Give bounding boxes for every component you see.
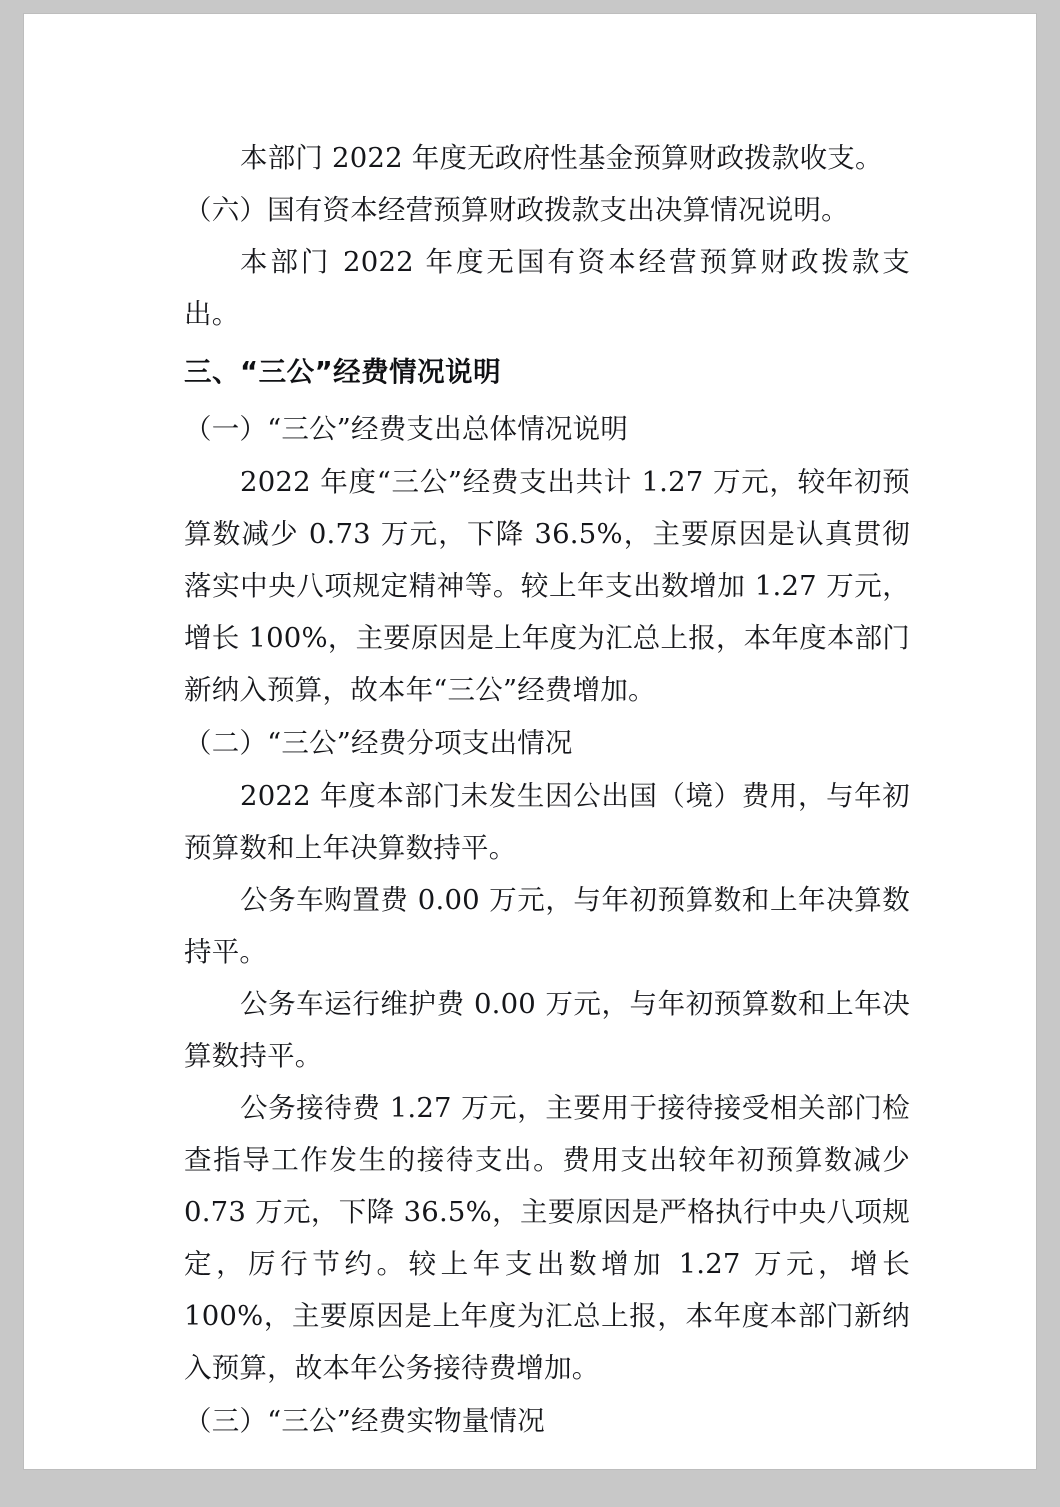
document-body (184, 132, 910, 1448)
paragraph-official-reception: 公务接待费 1.27 万元，主要用于接待接受相关部门检查指导工作发生的接待支出。费用支出较年初预算数减少 0.73 万元，下降 36.5%，主要原因是严格执行中央八项规定，厉行节约。较上年支出数增加 1.27 万元，增长 100%，主要原因是上年度为汇总上报，本年度本部门新纳入预算，故本年公务接待费增加。 (184, 1092, 910, 1384)
paragraph-overseas-travel: 2022 年度本部门未发生因公出国（境）费用，与年初预算数和上年决算数持平。 (184, 780, 910, 864)
paragraph-state-capital-operation: 本部门 2022 年度无国有资本经营预算财政拨款支出。 (184, 246, 910, 330)
section-heading-three-public-expenses: 三、“三公”经费情况说明 (184, 356, 502, 388)
paragraph-section-six-title: （六）国有资本经营预算财政拨款支出决算情况说明。 (184, 194, 849, 226)
subheading-itemized-expenditure: （二）“三公”经费分项支出情况 (184, 727, 573, 759)
paragraph-vehicle-maintenance: 公务车运行维护费 0.00 万元，与年初预算数和上年决算数持平。 (184, 988, 910, 1072)
subheading-overall-situation: （一）“三公”经费支出总体情况说明 (184, 413, 629, 445)
paragraph-vehicle-purchase: 公务车购置费 0.00 万元，与年初预算数和上年决算数持平。 (184, 884, 910, 968)
paragraph-government-fund-budget: 本部门 2022 年度无政府性基金预算财政拨款收支。 (240, 142, 883, 174)
document-page (24, 14, 1036, 1469)
paragraph-overall-expense-detail: 2022 年度“三公”经费支出共计 1.27 万元，较年初预算数减少 0.73 万元，下降 36.5%，主要原因是认真贯彻落实中央八项规定精神等。较上年支出数增加 1.27 万元，增长 100%，主要原因是上年度为汇总上报，本年度本部门新纳入预算，故本年“三公”经费增加。 (184, 466, 910, 706)
subheading-physical-quantity: （三）“三公”经费实物量情况 (184, 1405, 545, 1437)
